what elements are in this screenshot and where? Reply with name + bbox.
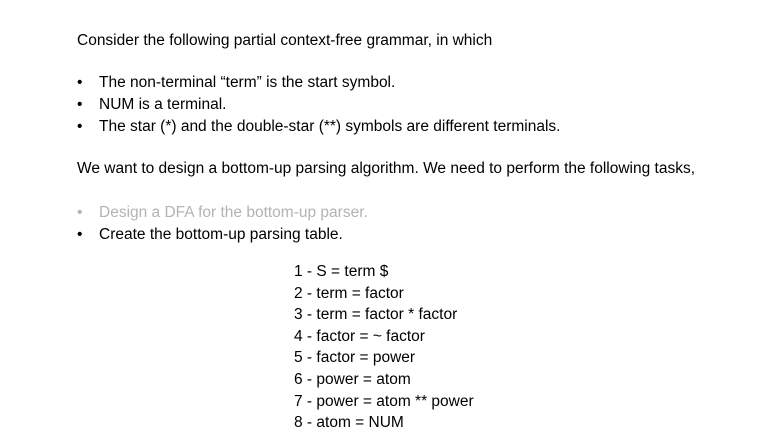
grammar-rule: 2 - term = factor xyxy=(294,284,404,302)
task-item-parsing-table xyxy=(77,225,368,247)
bullet-icon: • xyxy=(77,74,83,91)
grammar-rule: 7 - power = atom ** power xyxy=(294,392,474,410)
intro-text: Consider the following partial context-free grammar, in which xyxy=(77,32,493,49)
grammar-rule: 1 - S = term $ xyxy=(294,263,389,280)
grammar-rule: 4 - factor = ~ factor xyxy=(294,327,425,345)
condition-item xyxy=(77,95,560,117)
bullet-icon: • xyxy=(77,204,83,221)
condition-text: The star (*) and the double-star (**) symbols are different terminals. xyxy=(99,118,561,135)
task-text: Create the bottom-up parsing table. xyxy=(99,226,343,243)
condition-item xyxy=(77,73,560,95)
condition-text: NUM is a terminal. xyxy=(99,96,227,113)
task-text: Design a DFA for the bottom-up parser. xyxy=(99,204,368,221)
grammar-rules xyxy=(294,262,474,435)
bullet-icon: • xyxy=(77,96,83,113)
grammar-rule: 8 - atom = NUM xyxy=(294,414,404,432)
conditions-list xyxy=(77,73,560,139)
condition-text: The non-terminal “term” is the start symbol. xyxy=(99,74,396,91)
goal-text: We want to design a bottom-up parsing algorithm. We need to perform the following tasks, xyxy=(77,160,696,177)
grammar-rule: 3 - term = factor * factor xyxy=(294,306,458,324)
condition-item xyxy=(77,117,560,139)
task-item-dfa xyxy=(77,203,368,225)
grammar-rule: 5 - factor = power xyxy=(294,349,416,367)
tasks-list xyxy=(77,203,368,247)
bullet-icon: • xyxy=(77,118,83,135)
bullet-icon: • xyxy=(77,226,83,243)
grammar-rule: 6 - power = atom xyxy=(294,370,411,388)
